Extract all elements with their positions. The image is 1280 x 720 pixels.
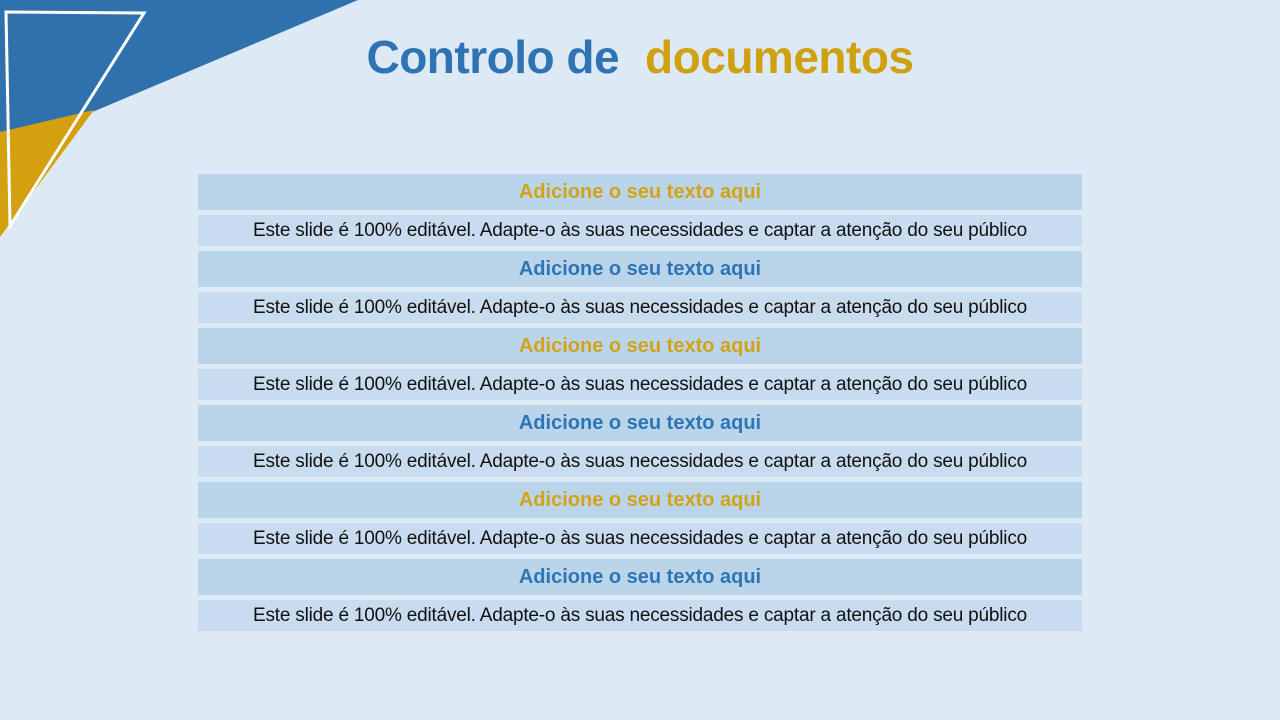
table-body-row: Este slide é 100% editável. Adapte-o às suas necessidades e captar a atenção do seu público (198, 600, 1082, 631)
table-header-row: Adicione o seu texto aqui (198, 251, 1082, 287)
slide-title-part2: documentos (645, 31, 914, 83)
table-header-row: Adicione o seu texto aqui (198, 559, 1082, 595)
document-control-table (198, 174, 1082, 631)
table-body-row: Este slide é 100% editável. Adapte-o às suas necessidades e captar a atenção do seu público (198, 292, 1082, 323)
table-header-row: Adicione o seu texto aqui (198, 174, 1082, 210)
table-body-row: Este slide é 100% editável. Adapte-o às suas necessidades e captar a atenção do seu público (198, 369, 1082, 400)
table-header-row: Adicione o seu texto aqui (198, 405, 1082, 441)
table-body-row: Este slide é 100% editável. Adapte-o às suas necessidades e captar a atenção do seu público (198, 523, 1082, 554)
slide-title-part1: Controlo de (366, 31, 620, 83)
slide-title (0, 30, 1280, 84)
table-header-row: Adicione o seu texto aqui (198, 482, 1082, 518)
table-body-row: Este slide é 100% editável. Adapte-o às suas necessidades e captar a atenção do seu público (198, 446, 1082, 477)
table-body-row: Este slide é 100% editável. Adapte-o às suas necessidades e captar a atenção do seu público (198, 215, 1082, 246)
table-header-row: Adicione o seu texto aqui (198, 328, 1082, 364)
